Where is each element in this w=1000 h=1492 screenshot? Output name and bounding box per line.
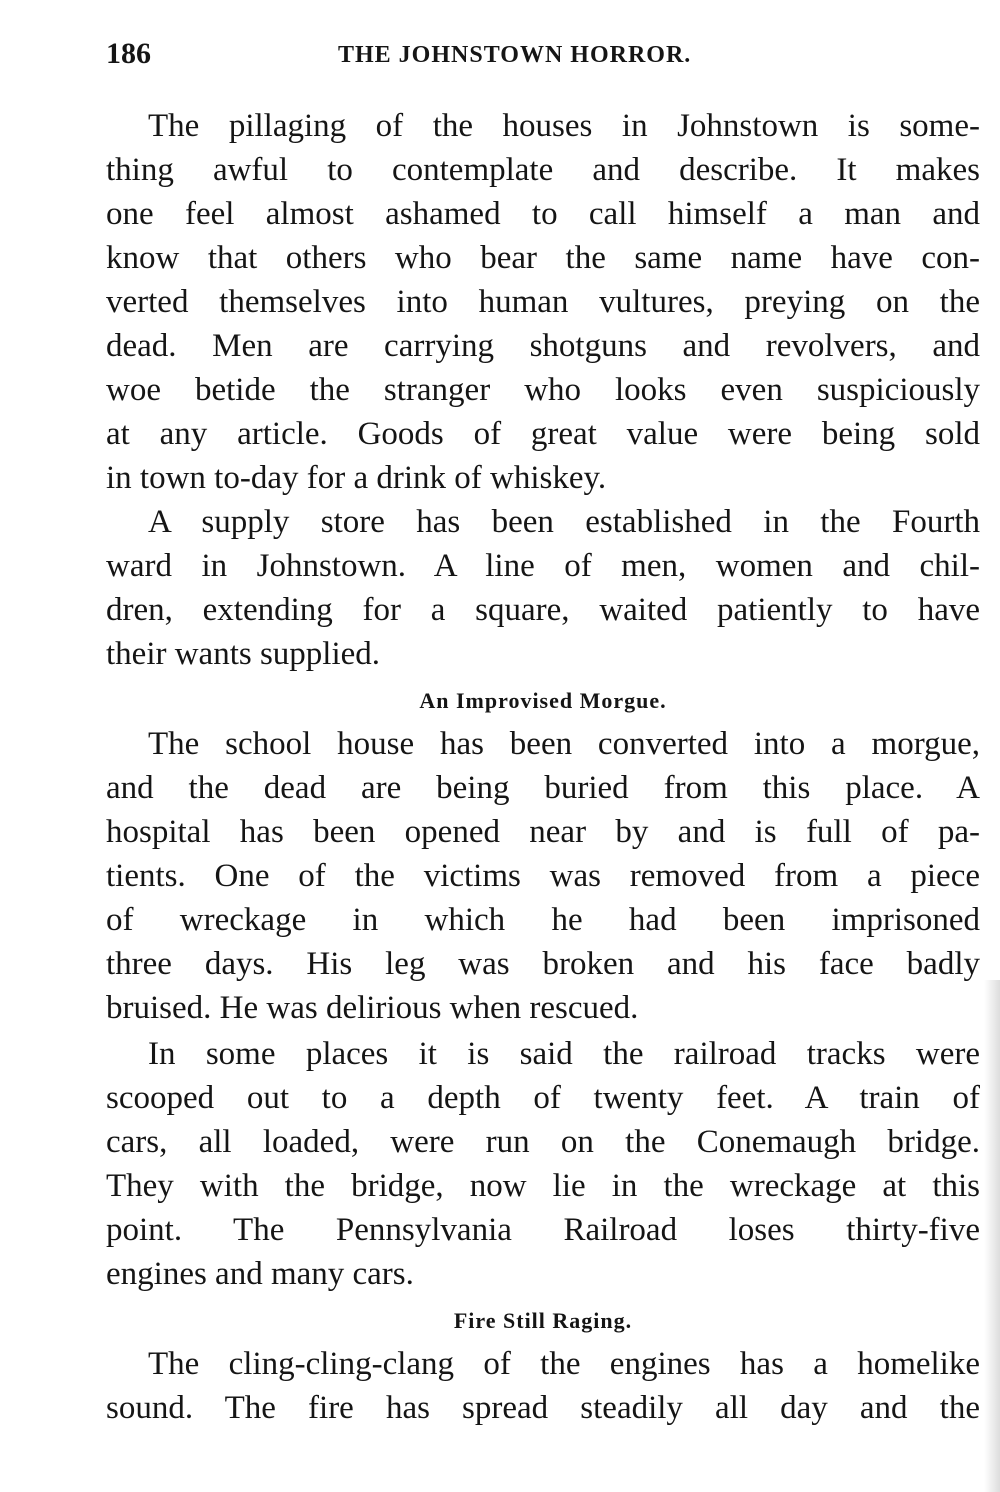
- text-line: in town to-day for a drink of whiskey.: [106, 460, 607, 496]
- text-line: The school house has been converted into a morgue,: [148, 726, 980, 762]
- text-line: A supply store has been established in the Fourth: [148, 504, 980, 540]
- section-heading-fire-still-raging: Fire Still Raging.: [453, 1308, 633, 1333]
- text-line: scooped out to a depth of twenty feet. A train of: [106, 1080, 980, 1116]
- text-line: verted themselves into human vultures, preying on the: [106, 284, 980, 320]
- text-line: know that others who bear the same name have con-: [106, 240, 980, 276]
- running-head: [106, 36, 766, 76]
- text-line: point. The Pennsylvania Railroad loses thirty-five: [106, 1212, 980, 1248]
- text-line: dead. Men are carrying shotguns and revolvers, and: [106, 328, 980, 364]
- running-title: THE JOHNSTOWN HORROR.: [338, 42, 692, 68]
- text-line: and the dead are being buried from this place. A: [106, 770, 980, 806]
- text-line: In some places it is said the railroad tracks were: [148, 1036, 980, 1072]
- text-line: ward in Johnstown. A line of men, women and chil-: [106, 548, 980, 584]
- page-edge-shadow: [984, 980, 1000, 1492]
- text-line: sound. The fire has spread steadily all day and the: [106, 1390, 980, 1426]
- text-line: The cling-cling-clang of the engines has a homelike: [148, 1346, 980, 1382]
- text-line: hospital has been opened near by and is full of pa-: [106, 814, 980, 850]
- text-line: bruised. He was delirious when rescued.: [106, 990, 639, 1026]
- text-line: three days. His leg was broken and his face badly: [106, 946, 980, 982]
- text-line: cars, all loaded, were run on the Conemaugh bridge.: [106, 1124, 980, 1160]
- section-heading-improvised-morgue: An Improvised Morgue.: [419, 688, 667, 713]
- text-line: dren, extending for a square, waited patiently to have: [106, 592, 980, 628]
- text-line: They with the bridge, now lie in the wreckage at this: [106, 1168, 980, 1204]
- text-line: at any article. Goods of great value were being sold: [106, 416, 980, 452]
- page-number: 186: [106, 37, 151, 70]
- text-line: engines and many cars.: [106, 1256, 414, 1292]
- text-line: of wreckage in which he had been imprisoned: [106, 902, 980, 938]
- text-line: tients. One of the victims was removed from a piece: [106, 858, 980, 894]
- text-line: thing awful to contemplate and describe. It makes: [106, 152, 980, 188]
- text-line: The pillaging of the houses in Johnstown is some-: [148, 108, 980, 144]
- text-line: one feel almost ashamed to call himself a man and: [106, 196, 980, 232]
- text-line: woe betide the stranger who looks even suspiciously: [106, 372, 980, 408]
- text-line: their wants supplied.: [106, 636, 381, 672]
